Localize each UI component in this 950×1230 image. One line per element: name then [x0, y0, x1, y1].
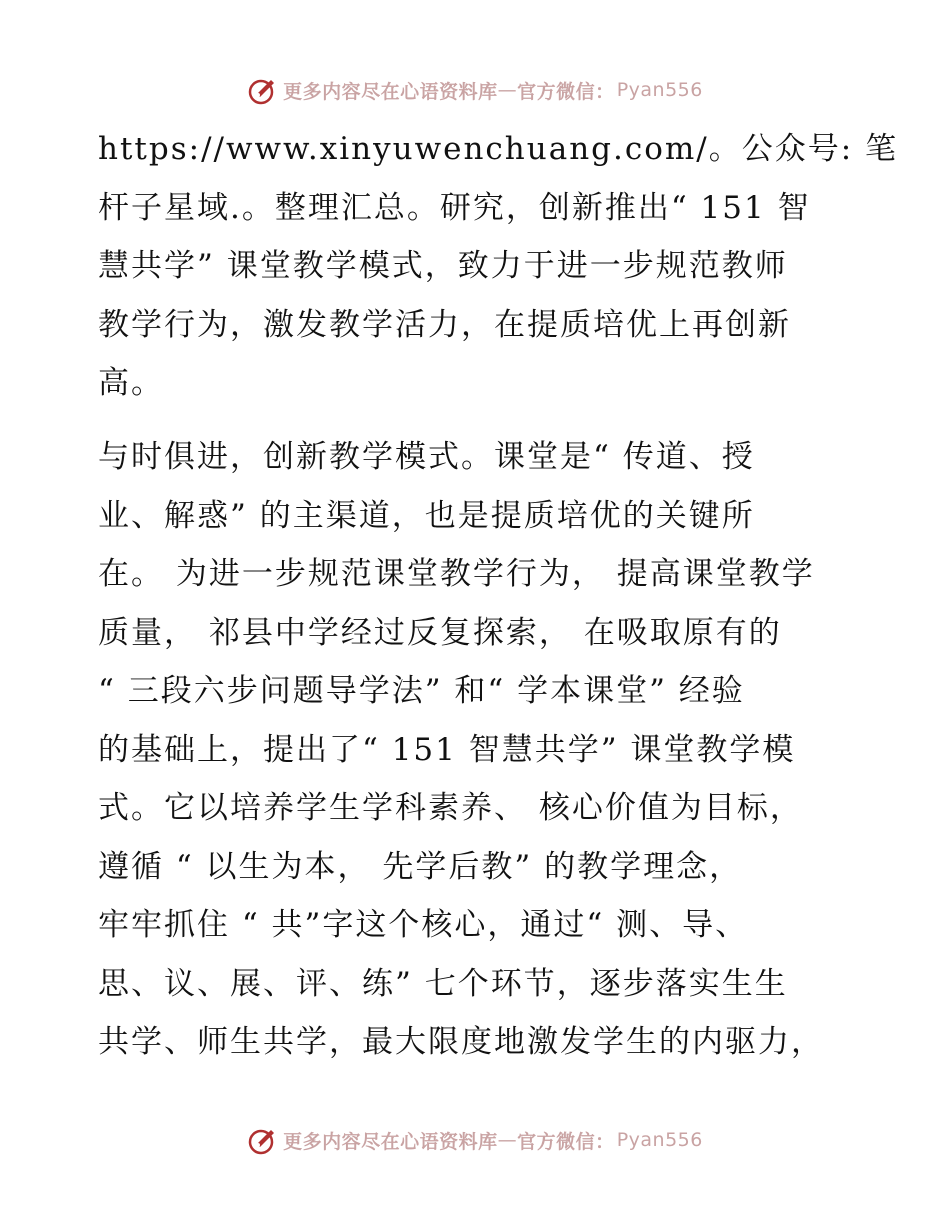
text-line: 在。 为进一步规范课堂教学行为， 提高课堂教学 [98, 556, 815, 592]
text-line: 式。它以培养学生学科素养、 核心价值为目标， [98, 790, 803, 826]
banner-dash: — [497, 79, 518, 101]
text-line: 共学、师生共学，最大限度地激发学生的内驱力， [98, 1024, 824, 1060]
text-line: 质量， 祁县中学经过反复探索， 在吸取原有的 [98, 614, 782, 651]
banner-wechat-label: 官方微信： [517, 80, 615, 103]
text-line: “ 三段六步问题导学法” 和“ 学本课堂” 经验 [98, 673, 745, 709]
pen-nib-circle-icon [247, 74, 279, 106]
footer-banner [0, 1120, 950, 1160]
banner-dash: — [497, 1129, 518, 1151]
text-line: https://www.xinyuwenchuang.com/。公众号: 笔 [98, 131, 899, 167]
banner-main-text: 更多内容尽在心语资料库 [283, 80, 498, 103]
paragraph-2 [98, 428, 858, 1072]
banner-main-text: 更多内容尽在心语资料库 [283, 1130, 498, 1153]
paragraph-1 [98, 120, 899, 413]
text-line: 教学行为，激发教学活力，在提质培优上再创新 [98, 306, 791, 343]
text-line: 杆子星域.。整理汇总。研究，创新推出“ 151 智 [98, 189, 811, 226]
text-line: 业、解惑” 的主渠道，也是提质培优的关键所 [98, 497, 755, 534]
header-banner [0, 70, 950, 110]
banner-wechat-id: Pyan556 [616, 79, 703, 101]
banner-wechat-label: 官方微信： [517, 1130, 615, 1153]
text-line: 的基础上，提出了“ 151 智慧共学” 课堂教学模 [98, 731, 796, 768]
text-line: 与时俱进，创新教学模式。课堂是“ 传道、授 [98, 439, 755, 475]
text-line: 高。 [98, 365, 164, 401]
text-line: 遵循 “ 以生为本， 先学后教” 的教学理念， [98, 848, 743, 885]
text-line: 慧共学” 课堂教学模式，致力于进一步规范教师 [98, 248, 788, 284]
pen-nib-circle-icon [247, 1124, 279, 1156]
text-line: 牢牢抓住 “ 共”字这个核心，通过“ 测、导、 [98, 907, 749, 943]
banner-wechat-id: Pyan556 [616, 1129, 703, 1151]
text-line: 思、议、展、评、练” 七个环节，逐步落实生生 [98, 965, 788, 1002]
